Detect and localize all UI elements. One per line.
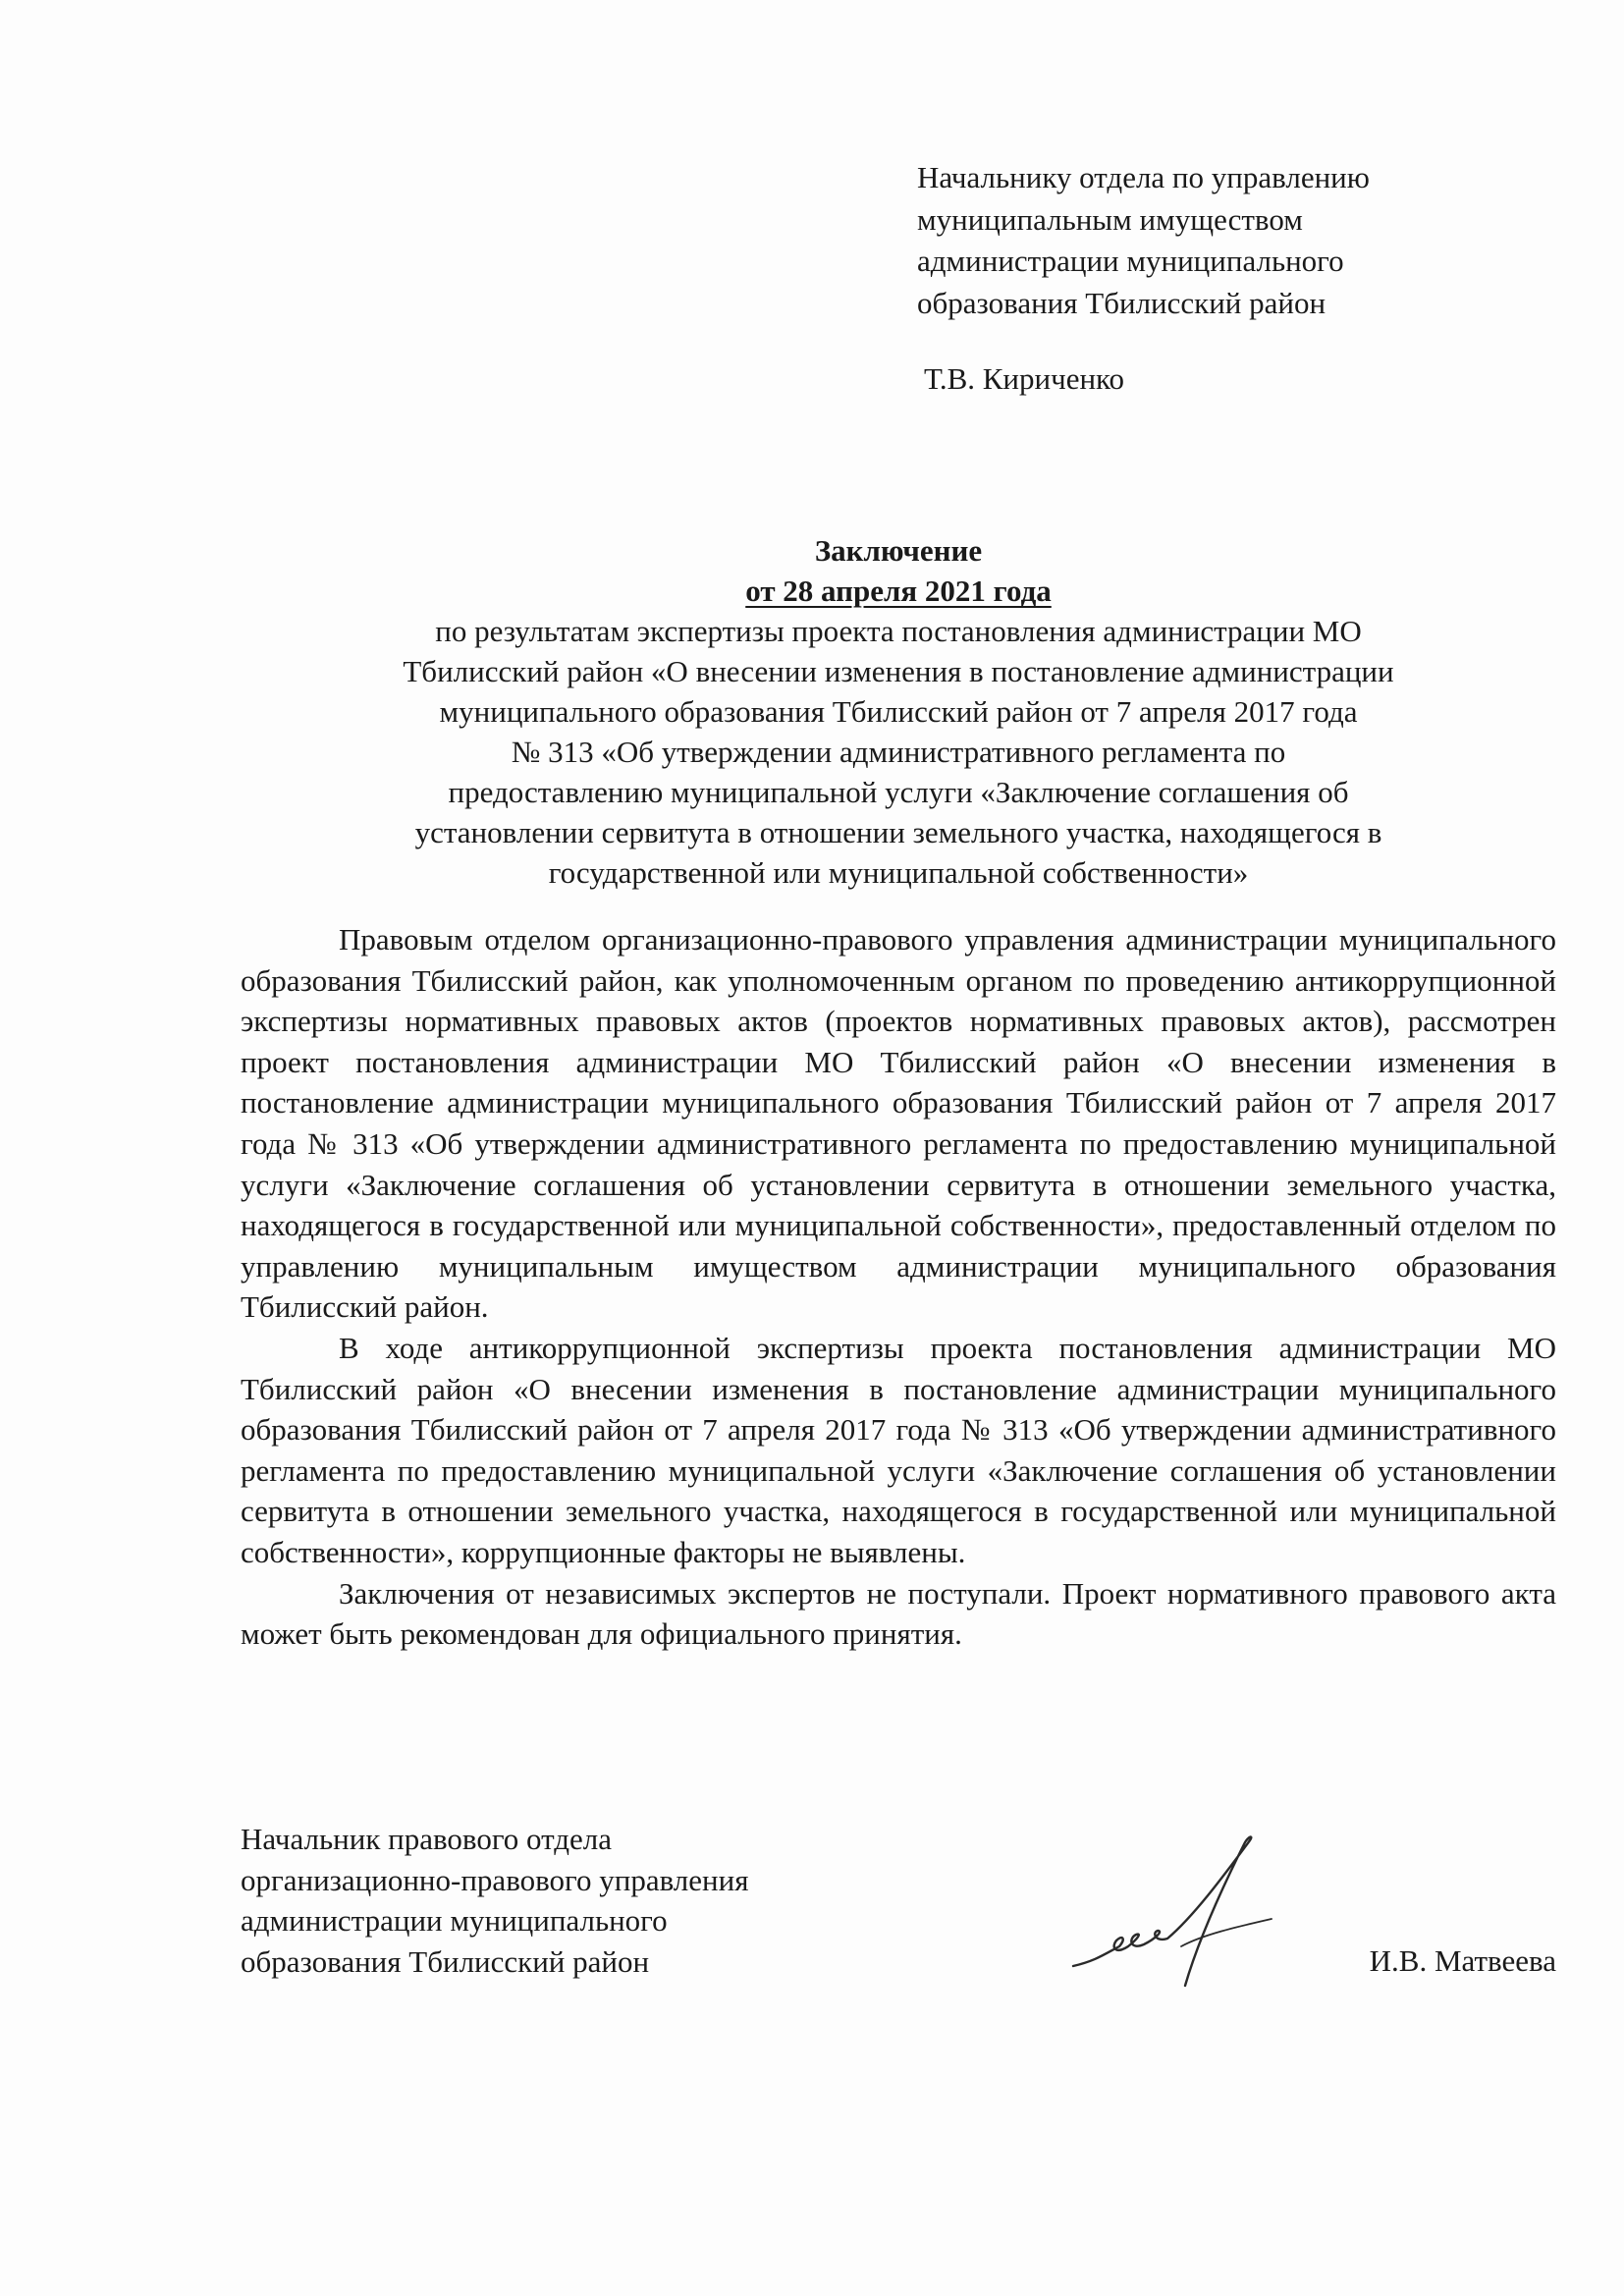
document-heading [241,530,1556,893]
subtitle-line: предоставлению муниципальной услуги «Заключение соглашения об [448,775,1349,809]
subtitle-line: Тбилисский район «О внесении изменения в постановление администрации [403,654,1394,688]
addressee-name: Т.В. Кириченко [924,361,1125,396]
signature-block [241,1819,1556,1986]
addressee-line: администрации муниципального [917,244,1344,278]
addressee-line: Начальнику отдела по управлению [917,160,1370,194]
subtitle-line: государственной или муниципальной собственности» [548,855,1249,890]
document-date: от 28 апреля 2021 года [745,574,1052,608]
signer-position [241,1819,748,1982]
subtitle-line: муниципального образования Тбилисский район от 7 апреля 2017 года [439,694,1358,729]
position-line: организационно-правового управления [241,1862,749,1897]
addressee-line: образования Тбилисский район [917,285,1326,320]
position-line: Начальник правового отдела [241,1822,613,1856]
subtitle-line: установлении сервитута в отношении земельного участка, находящегося в [414,815,1382,849]
document-title: Заключение [814,533,983,568]
handwritten-signature-icon [1065,1829,1301,1991]
body-paragraph: Заключения от независимых экспертов не поступали. Проект нормативного правового акта может быть рекомендован для официального принятия. [241,1575,1556,1652]
document-body [241,919,1556,1655]
signer-name: И.В. Матвеева [1369,1943,1556,1978]
body-paragraph: Правовым отделом организационно-правового управления администрации муниципального образования Тбилисский район, как уполномоченным органом по проведению антикоррупционной экспертизы нормативных правовых актов (проектов нормативных правовых актов), рассмотрен проект постановления администрации МО Тбилисский район «О внесении изменения в постановление администрации муниципального образования Тбилисский район от 7 апреля 2017 года № 313 «Об утверждении административного регламента по предоставлению муниципальной услуги «Заключение соглашения об установлении сервитута в отношении земельного участка, находящегося в государственной или муниципальной собственности», предоставленный отделом по управлению муниципальным имуществом администрации муниципального образования Тбилисский район. [241,922,1556,1325]
body-paragraph: В ходе антикоррупционной экспертизы проекта постановления администрации МО Тбилисский район «О внесении изменения в постановление администрации муниципального образования Тбилисский район от 7 апреля 2017 года № 313 «Об утверждении административного регламента по предоставлению муниципальной услуги «Заключение соглашения об установлении сервитута в отношении земельного участка, находящегося в государственной или муниципальной собственности», коррупционные факторы не выявлены. [241,1330,1556,1569]
position-line: образования Тбилисский район [241,1943,650,1979]
addressee-line: муниципальным имуществом [917,201,1303,237]
subtitle-line: по результатам экспертизы проекта постановления администрации МО [435,614,1362,648]
subtitle-line: № 313 «Об утверждении административного регламента по [511,735,1286,769]
position-line: администрации муниципального [241,1903,668,1938]
addressee-block [917,157,1545,401]
